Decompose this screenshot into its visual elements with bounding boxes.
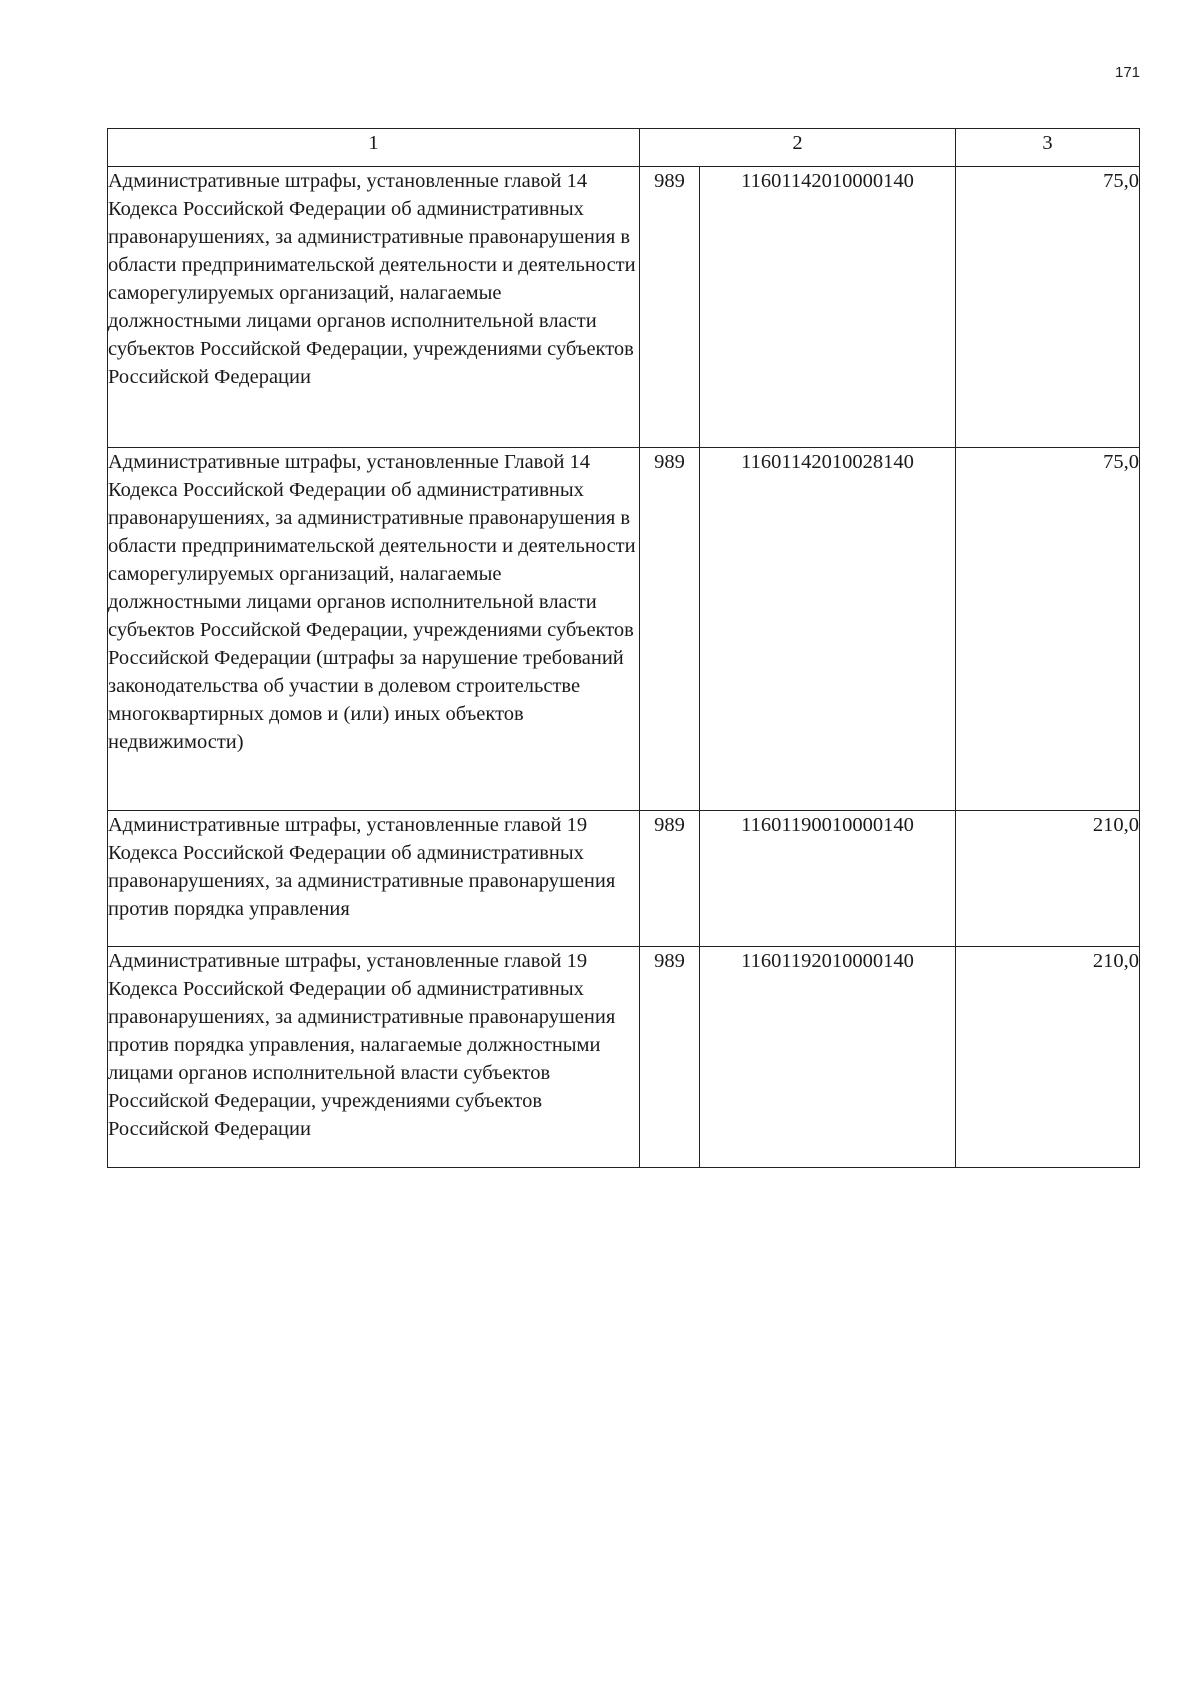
table-row (108, 448, 1140, 811)
table-row (108, 167, 1140, 448)
row-description: Административные штрафы, установленные главой 14 Кодекса Российской Федерации об административных правонарушениях, за административные правонарушения в области предпринимательской деятельности и деятельности саморегулируемых организаций, налагаемые должностными лицами органов исполнительной власти субъектов Российской Федерации, учреждениями субъектов Российской Федерации (108, 167, 640, 448)
table-row (108, 811, 1140, 947)
row-admin-code: 989 (640, 947, 700, 1168)
row-amount: 75,0 (956, 167, 1140, 448)
revenue-table (107, 128, 1140, 1168)
row-description: Административные штрафы, установленные главой 19 Кодекса Российской Федерации об административных правонарушениях, за административные правонарушения против порядка управления (108, 811, 640, 947)
row-admin-code: 989 (640, 811, 700, 947)
row-description: Административные штрафы, установленные главой 19 Кодекса Российской Федерации об административных правонарушениях, за административные правонарушения против порядка управления, налагаемые должностными лицами органов исполнительной власти субъектов Российской Федерации, учреждениями субъектов Российской Федерации (108, 947, 640, 1168)
row-kbk-code: 11601142010028140 (700, 448, 956, 811)
row-description: Административные штрафы, установленные Главой 14 Кодекса Российской Федерации об административных правонарушениях, за административные правонарушения в области предпринимательской деятельности и деятельности саморегулируемых организаций, налагаемые должностными лицами органов исполнительной власти субъектов Российской Федерации, учреждениями субъектов Российской Федерации (штрафы за нарушение требований законодательства об участии в долевом строительстве многоквартирных домов и (или) иных объектов недвижимости) (108, 448, 640, 811)
header-col-3: 3 (956, 129, 1140, 167)
row-amount: 210,0 (956, 947, 1140, 1168)
row-kbk-code: 11601190010000140 (700, 811, 956, 947)
row-kbk-code: 11601142010000140 (700, 167, 956, 448)
table-header-row (108, 129, 1140, 167)
header-col-2: 2 (640, 129, 956, 167)
row-admin-code: 989 (640, 448, 700, 811)
row-amount: 75,0 (956, 448, 1140, 811)
row-admin-code: 989 (640, 167, 700, 448)
row-amount: 210,0 (956, 811, 1140, 947)
header-col-1: 1 (108, 129, 640, 167)
page-number: 171 (1115, 64, 1141, 81)
table-row (108, 947, 1140, 1168)
row-kbk-code: 11601192010000140 (700, 947, 956, 1168)
